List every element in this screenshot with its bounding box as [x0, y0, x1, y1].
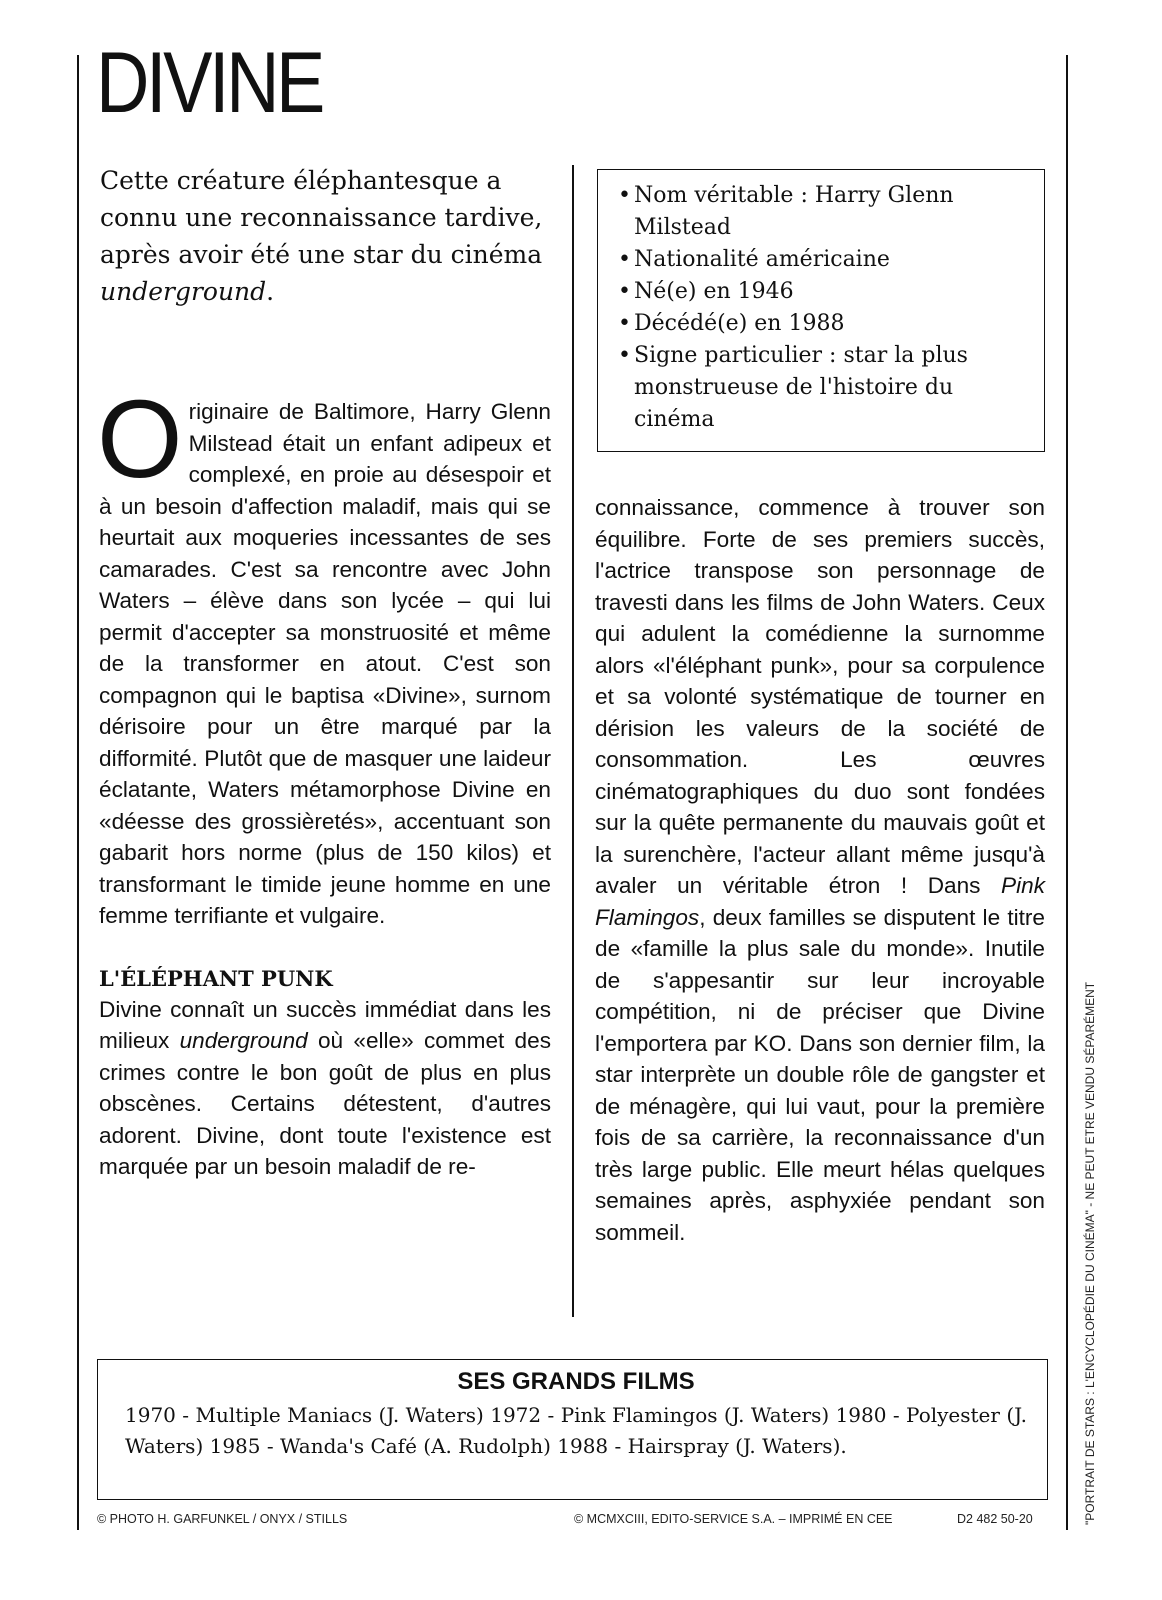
reference-code: D2 482 50-20 — [957, 1512, 1033, 1526]
filmography-box — [97, 1359, 1048, 1500]
fact-item: • Décédé(e) en 1988 — [618, 308, 1032, 340]
fact-item: • Nationalité américaine — [618, 244, 1032, 276]
biography-left-column — [97, 378, 551, 1183]
bio-p2-rest: où «elle» commet des crimes contre le bon goût de plus en plus obscènes. Certains détestent, d'autres adorent. Divine, dont toute l'existence est marquée par un besoin maladif de re- — [99, 1028, 551, 1179]
bio-paragraph-2 — [99, 994, 551, 1183]
drop-cap: O — [97, 378, 183, 501]
bio-paragraph-1 — [97, 378, 551, 932]
bio-p3-start: connaissance, commence à trouver son équilibre. Forte de ses premiers succès, l'actrice transpose son personnage de travesti dans les films de John Waters. Ceux qui adulent la comédienne la surnomme alors «l'éléphant punk», pour sa corpulence et sa volonté systématique de tourner en dérision les valeurs de la société de consommation. Les œuvres cinématographiques du duo sont fondées sur la quête permanente du mauvais goût et la surenchère, l'acteur allant même jusqu'à avaler un véritable étron ! Dans — [595, 495, 1045, 898]
fact-item: • Né(e) en 1946 — [618, 276, 1032, 308]
bio-p3-rest: , deux familles se disputent le titre de «famille la plus sale du monde». Inutile de s'appesantir sur leur incroyable compétition, ni de préciser que Divine l'emportera par KO. Dans son dernier film, la star interprète un double rôle de gangster et de ménagère, qui lui vaut, pour la première fois de sa carrière, la reconnaissance d'un très large public. Elle meurt hélas quelques semaines après, asphyxiée pendant son sommeil. — [595, 904, 1045, 1245]
column-divider — [572, 165, 574, 1317]
bio-p2-emphasis: underground — [179, 1028, 308, 1053]
fact-item: • Nom véritable : Harry Glenn Milstead — [618, 180, 1032, 244]
bio-p2-start: Divine connaît un succès immédiat dans les milieux — [99, 996, 551, 1053]
bio-p3-emphasis: Pink Flamingos — [595, 873, 1045, 930]
section-subheading: L'ÉLÉPHANT PUNK — [99, 965, 333, 991]
intro-emphasis: underground — [100, 277, 267, 306]
facts-list — [618, 180, 1032, 436]
intro-end: . — [266, 277, 275, 306]
photo-credit: © PHOTO H. GARFUNKEL / ONYX / STILLS — [97, 1512, 348, 1526]
vertical-series-notice: "PORTRAIT DE STARS : L'ENCYCLOPÉDIE DU CINÉMA" - NE PEUT ETRE VENDU SÉPARÉMENT — [1083, 981, 1097, 1525]
filmography-list: 1970 - Multiple Maniacs (J. Waters) 1972 - Pink Flamingos (J. Waters) 1980 - Polyester (J. Waters) 1985 - Wanda's Café (A. Rudolph) 1988 - Hairspray (J. Waters). — [125, 1403, 1027, 1458]
intro-main: Cette créature éléphantesque a connu une reconnaissance tardive, après avoir été une star du cinéma — [100, 166, 543, 269]
filmography-heading: SES GRANDS FILMS — [457, 1368, 695, 1395]
left-border-rule — [77, 55, 79, 1530]
fact-item: • Signe particulier : star la plus monstrueuse de l'histoire du cinéma — [618, 340, 1032, 436]
intro-text — [100, 162, 560, 310]
biography-right-column — [595, 492, 1045, 1248]
page-title: DIVINE — [96, 35, 322, 131]
right-border-rule — [1066, 55, 1068, 1530]
facts-box — [597, 169, 1045, 452]
copyright-notice: © MCMXCIII, EDITO-SERVICE S.A. – IMPRIMÉ EN CEE — [574, 1512, 893, 1526]
bio-p1-text: riginaire de Baltimore, Harry Glenn Milstead était un enfant adipeux et complexé, en proie au désespoir et à un besoin d'affection maladif, mais qui se heurtait aux moqueries incessantes de ses camarades. C'est sa rencontre avec John Waters – élève dans son lycée – qui lui permit d'accepter sa monstruosité et même de la transformer en atout. C'est son compagnon qui le baptisa «Divine», surnom dérisoire pour un être marqué par la difformité. Plutôt que de masquer une laideur éclatante, Waters métamorphose Divine en «déesse des grossièretés», accentuant son gabarit hors norme (plus de 150 kilos) et transformant le timide jeune homme en une femme terrifiante et vulgaire. — [99, 399, 551, 928]
bio-paragraph-3 — [595, 492, 1045, 1248]
